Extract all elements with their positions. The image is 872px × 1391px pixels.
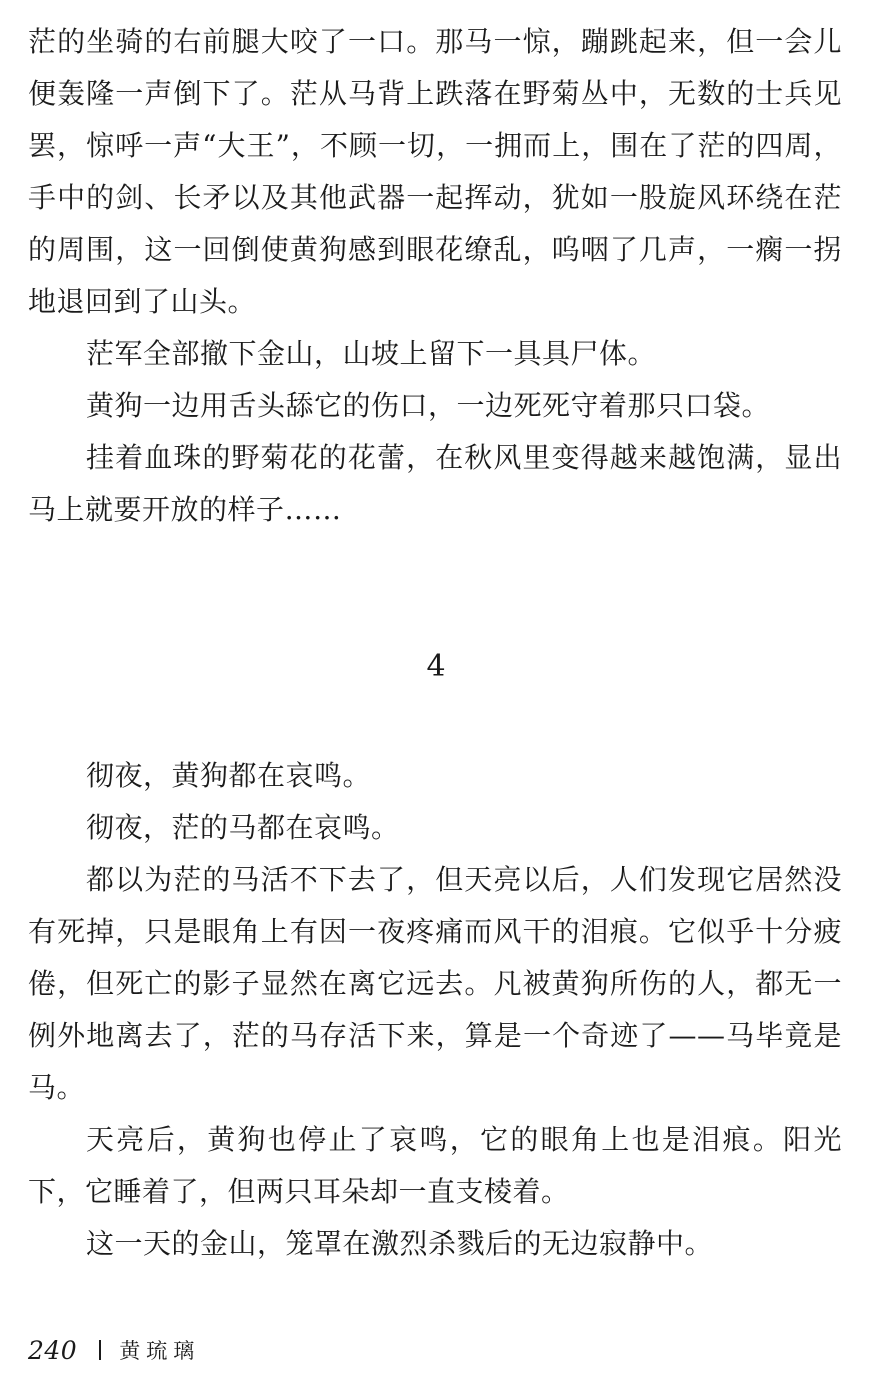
paragraph: 挂着血珠的野菊花的花蕾，在秋风里变得越来越饱满，显出马上就要开放的样子……: [28, 441, 842, 526]
body-text-top: [28, 16, 842, 536]
running-title: 黄琉璃: [119, 1339, 201, 1363]
page-footer: [28, 1330, 200, 1370]
paragraph: 彻夜，黄狗都在哀鸣。: [86, 759, 372, 792]
paragraph: 这一天的金山，笼罩在激烈杀戮后的无边寂静中。: [86, 1227, 714, 1260]
paragraph: 天亮后，黄狗也停止了哀鸣，它的眼角上也是泪痕。阳光下，它睡着了，但两只耳朵却一直支棱着。: [28, 1123, 842, 1208]
paragraph: 彻夜，茫的马都在哀鸣。: [86, 811, 400, 844]
page-number: 240: [28, 1335, 78, 1365]
paragraph: 黄狗一边用舌头舔它的伤口，一边死死守着那只口袋。: [86, 389, 771, 422]
paragraph: 茫军全部撤下金山，山坡上留下一具具尸体。: [86, 337, 657, 370]
paragraph: 茫的坐骑的右前腿大咬了一口。那马一惊，蹦跳起来，但一会儿便轰隆一声倒下了。茫从马背上跌落在野菊丛中，无数的士兵见罢，惊呼一声“大王”，不顾一切，一拥而上，围在了茫的四周，手中的剑、长矛以及其他武器一起挥动，犹如一股旋风环绕在茫的周围，这一回倒使黄狗感到眼花缭乱，呜咽了几声，一瘸一拐地退回到了山头。: [28, 25, 842, 318]
footer-divider: [99, 1340, 101, 1360]
body-text-bottom: [28, 750, 842, 1270]
section-number: 4: [426, 649, 446, 684]
paragraph: 都以为茫的马活不下去了，但天亮以后，人们发现它居然没有死掉，只是眼角上有因一夜疼痛而风干的泪痕。它似乎十分疲倦，但死亡的影子显然在离它远去。凡被黄狗所伤的人，都无一例外地离去了，茫的马存活下来，算是一个奇迹了——马毕竟是马。: [28, 863, 842, 1104]
